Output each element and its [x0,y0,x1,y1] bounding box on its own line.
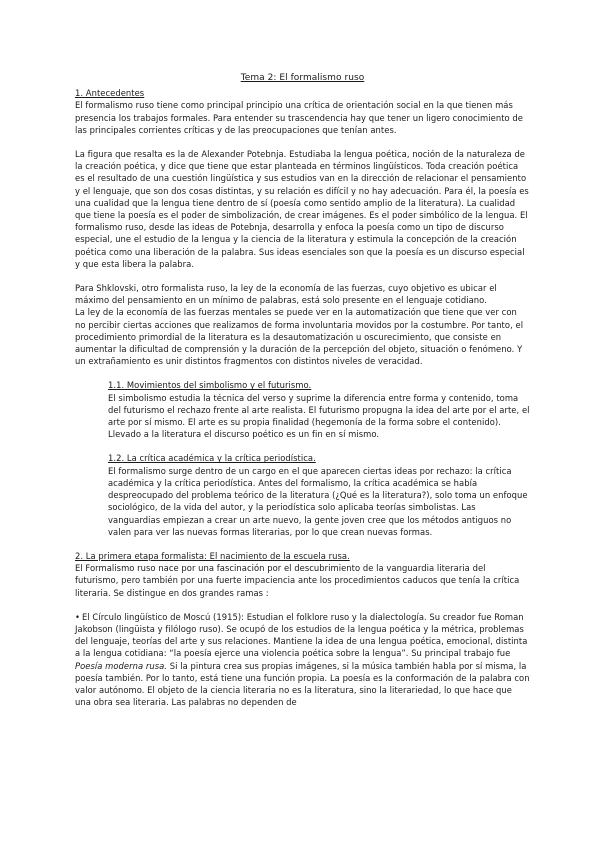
spacer [75,538,530,550]
subsection-1-2-body: El formalismo surge dentro de un cargo en el que aparecen ciertas ideas por rechazo: la crítica académica y la crítica periodística. Antes del formalismo, la crítica académica se había despreocupado del problema teórico de la literatura (¿Qué es la literatura?), solo toma un enfoque sociológico, de la vida del autor, y la periodística solo aplicaba teorías simbolistas. Las vanguardias empiezan a crear un arte nuevo, la gente joven cree que los métodos antiguos no valen para ver las nuevas formas literarias, por lo que crean nuevas formas. [108,465,528,537]
subsection-1-1-body: El simbolismo estudia la técnica del verso y suprime la diferencia entre forma y contenido, toma del futurismo el rechazo frente al arte realista. El futurismo propugna la idea del arte por el arte, el arte por sí mismo. El arte es su propia finalidad (hegemonía de la forma sobre el contenido). Llevado a la literatura el discurso poético es un fin en sí mismo. [108,392,530,440]
subsection-1-2-heading: 1.2. La crítica académica y la crítica periodística. [108,453,316,464]
bullet-mark: • [75,611,80,622]
bullet-text-b: Si la pintura crea sus propias imágenes, si la música también habla por sí misma, la poesía también. Por lo tanto, está tiene una función propia. La poesía es la conformación de la palabra con valor autónomo. El objeto de la ciencia literaria no es la literatura, sino la literariedad, lo que hace que una obra sea literaria. Las palabras no dependen de [75,660,530,708]
bullet-work-title: Poesía moderna rusa. [75,660,168,671]
section-2-body: El Formalismo ruso nace por una fascinación por el descubrimiento de la vanguardia literaria del futurismo, pero también por una fuerte impaciencia ante los procedimientos caducos que tenía la crítica literaria. Se distingue en dos grandes ramas : [75,563,520,598]
spacer [75,270,530,282]
paragraph-shklovski: Para Shklovski, otro formalista ruso, la ley de la economía de las fuerzas, cuyo objetivo es ubicar el máximo del pensamiento en un mínimo de palabras, está solo presente en el lenguaje cotidiano. [75,283,497,306]
spacer [75,440,530,452]
bullet-circulo-moscu [75,611,530,709]
bullet-text-a: El Círculo lingüístico de Moscú (1915): Estudian el folklore ruso y la dialectología. Su creador fue Roman Jakobson (lingüista y filólogo ruso). Se ocupó de los estudios de la lengua poética y la métrica, problemas del lenguaje, teorías del arte y sus relaciones. Mantiene la idea de una lengua poética, emocional, distinta a la lengua cotidiana: “la poesía ejerce una violencia poética sobre la lengua”. Su principal trabajo fue [75,611,528,659]
document-title: Tema 2: El formalismo ruso [240,73,365,83]
section-1-heading: 1. Antecedentes [75,88,145,99]
subsection-1-2 [75,452,530,537]
paragraph-economia: La ley de la economía de las fuerzas mentales se puede ver en la automatización que tiene que ver con no percibir ciertas acciones que realizamos de forma involuntaria movidos por la costumbre. Por tanto, el procedimiento primordial de la literatura es la desautomatización u oscurecimiento, que consiste en aumentar la dificultad de comprensión y la duración de la percepción del objeto, situación o fenómeno. Y un extrañamiento es unir distintos fragmentos con distintos niveles de veracidad. [75,307,524,367]
subsection-1-1 [75,379,530,440]
paragraph-intro: El formalismo ruso tiene como principal principio una crítica de orientación social en la que tienen más presencia los trabajos formales. Para entender su trascendencia hay que tener un ligero conocimiento de las principales corrientes críticas y de las preocupaciones que tenían antes. [75,100,523,135]
subsection-1-1-heading: 1.1. Movimientos del simbolismo y el futurismo. [108,380,312,391]
spacer [75,367,530,379]
paragraph-potebnja: La figura que resalta es la de Alexander Potebnja. Estudiaba la lengua poética, noción de la naturaleza de la creación poética, y dice que tiene que estar planteada en términos lingüísticos. Toda creación poética es el resultado de una cuestión lingüística y sus estudios van en la dirección de relacionar el pensamiento y el lenguaje, que son dos cosas distintas, y su relación es difícil y no hay adecuación. Para él, la poesía es una cualidad que la lengua tiene dentro de sí (poesía como sentido amplio de la literatura). La cualidad que tiene la poesía es el poder de simbolización, de crear imágenes. Es el poder simbólico de la lengua. El formalismo ruso, desde las ideas de Potebnja, desarrolla y enfoca la poesía como un tipo de discurso especial, une el estudio de la lengua y la ciencia de la literatura y estimula la concepción de la creación poética como una liberación de la palabra. Sus ideas esenciales son que la poesía es un discurso especial y que esta libera la palabra. [75,149,529,269]
spacer [75,599,530,611]
section-2-heading: 2. La primera etapa formalista: El nacimiento de la escuela rusa. [75,550,350,561]
spacer [75,136,530,148]
